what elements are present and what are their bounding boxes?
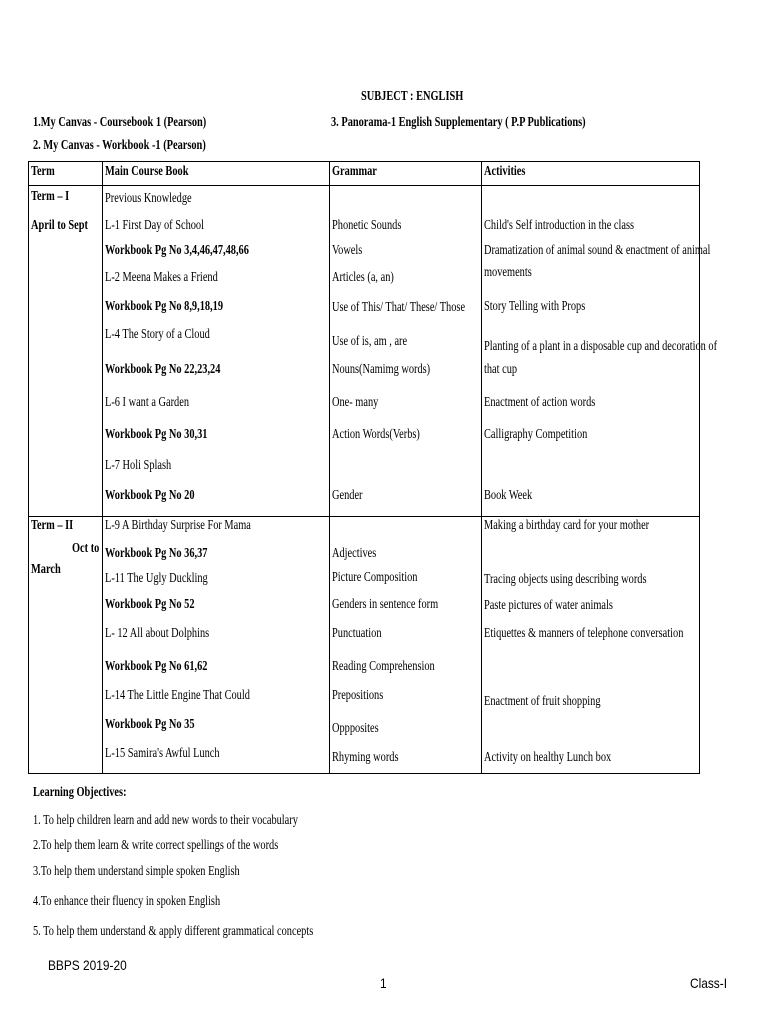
t2-activity-6: Enactment of fruit shopping bbox=[484, 694, 601, 709]
t2-grammar-8: Rhyming words bbox=[332, 750, 399, 765]
book-1: 1.My Canvas - Coursebook 1 (Pearson) bbox=[33, 115, 207, 130]
t2-grammar-1: Adjectives bbox=[332, 546, 377, 561]
objective-3: 3.To help them understand simple spoken English bbox=[33, 864, 240, 879]
objective-2: 2.To help them learn & write correct spellings of the words bbox=[33, 838, 279, 853]
t2-activity-4: Etiquettes & manners of telephone conversation bbox=[484, 626, 684, 641]
t1-main-2: Workbook Pg No 3,4,46,47,48,66 bbox=[105, 243, 249, 258]
t1-main-7: L-6 I want a Garden bbox=[105, 395, 190, 410]
term-1-name: Term – I bbox=[31, 189, 70, 204]
t2-main-5: Workbook Pg No 61,62 bbox=[105, 659, 208, 674]
t2-activity-8: Activity on healthy Lunch box bbox=[484, 750, 612, 765]
t2-activity-2: Tracing objects using describing words bbox=[484, 572, 647, 587]
t1-main-10: Workbook Pg No 20 bbox=[105, 488, 195, 503]
header-activities: Activities bbox=[484, 164, 526, 179]
t1-activity-8: Calligraphy Competition bbox=[484, 427, 588, 442]
term-2-period-end: March bbox=[31, 562, 61, 577]
t1-grammar-2: Vowels bbox=[332, 243, 363, 258]
header-grammar: Grammar bbox=[332, 164, 377, 179]
t1-activity-7: Enactment of action words bbox=[484, 395, 596, 410]
t1-main-4: Workbook Pg No 8,9,18,19 bbox=[105, 299, 224, 314]
t1-grammar-6: Nouns(Namimg words) bbox=[332, 362, 431, 377]
t2-main-8: L-15 Samira's Awful Lunch bbox=[105, 746, 220, 761]
page-number: 1 bbox=[380, 975, 387, 991]
t2-main-6: L-14 The Little Engine That Could bbox=[105, 688, 250, 703]
t2-main-3: Workbook Pg No 52 bbox=[105, 597, 195, 612]
t1-grammar-5: Use of is, am , are bbox=[332, 334, 408, 349]
t2-grammar-5: Reading Comprehension bbox=[332, 659, 435, 674]
t1-activity-3: movements bbox=[484, 265, 532, 280]
subject-title: SUBJECT : ENGLISH bbox=[361, 89, 464, 104]
t1-main-1: L-1 First Day of School bbox=[105, 218, 204, 233]
t1-main-5: L-4 The Story of a Cloud bbox=[105, 327, 210, 342]
t2-main-7: Workbook Pg No 35 bbox=[105, 717, 195, 732]
t2-grammar-2: Picture Composition bbox=[332, 570, 418, 585]
header-term: Term bbox=[31, 164, 55, 179]
t2-activity-3: Paste pictures of water animals bbox=[484, 598, 613, 613]
objective-4: 4.To enhance their fluency in spoken English bbox=[33, 894, 221, 909]
t2-main-4: L- 12 All about Dolphins bbox=[105, 626, 210, 641]
t2-main-0: L-9 A Birthday Surprise For Mama bbox=[105, 518, 251, 533]
objective-5: 5. To help them understand & apply different grammatical concepts bbox=[33, 924, 314, 939]
t1-main-9: L-7 Holi Splash bbox=[105, 458, 172, 473]
t1-main-3: L-2 Meena Makes a Friend bbox=[105, 270, 218, 285]
t1-activity-1: Child's Self introduction in the class bbox=[484, 218, 635, 233]
t1-activity-2: Dramatization of animal sound & enactment of animal bbox=[484, 243, 711, 258]
t2-main-2: L-11 The Ugly Duckling bbox=[105, 571, 208, 586]
t1-main-6: Workbook Pg No 22,23,24 bbox=[105, 362, 221, 377]
t2-grammar-7: Oppposites bbox=[332, 721, 379, 736]
footer-school: BBPS 2019-20 bbox=[48, 957, 127, 973]
t1-grammar-7: One- many bbox=[332, 395, 379, 410]
t2-grammar-4: Punctuation bbox=[332, 626, 382, 641]
term-1-period: April to Sept bbox=[31, 218, 88, 233]
t1-grammar-3: Articles (a, an) bbox=[332, 270, 394, 285]
book-3: 3. Panorama-1 English Supplementary ( P.P Publications) bbox=[331, 115, 586, 130]
t1-activity-4: Story Telling with Props bbox=[484, 299, 586, 314]
term-2-period-start: Oct to bbox=[72, 541, 100, 556]
t1-grammar-1: Phonetic Sounds bbox=[332, 218, 402, 233]
t1-main-8: Workbook Pg No 30,31 bbox=[105, 427, 208, 442]
t2-grammar-3: Genders in sentence form bbox=[332, 597, 439, 612]
header-main-course-book: Main Course Book bbox=[105, 164, 189, 179]
term-2-name: Term – II bbox=[31, 518, 74, 533]
book-2: 2. My Canvas - Workbook -1 (Pearson) bbox=[33, 138, 206, 153]
t2-grammar-6: Prepositions bbox=[332, 688, 384, 703]
t2-activity-0: Making a birthday card for your mother bbox=[484, 518, 650, 533]
t2-main-1: Workbook Pg No 36,37 bbox=[105, 546, 208, 561]
t1-grammar-4: Use of This/ That/ These/ Those bbox=[332, 300, 466, 315]
footer-class: Class-I bbox=[690, 975, 728, 991]
t1-activity-10: Book Week bbox=[484, 488, 533, 503]
objectives-title: Learning Objectives: bbox=[33, 785, 127, 800]
t1-activity-5: Planting of a plant in a disposable cup and decoration of bbox=[484, 339, 718, 354]
t1-main-0: Previous Knowledge bbox=[105, 191, 192, 206]
objective-1: 1. To help children learn and add new words to their vocabulary bbox=[33, 813, 298, 828]
t1-activity-6: that cup bbox=[484, 362, 518, 377]
t1-grammar-8: Action Words(Verbs) bbox=[332, 427, 420, 442]
t1-grammar-10: Gender bbox=[332, 488, 363, 503]
